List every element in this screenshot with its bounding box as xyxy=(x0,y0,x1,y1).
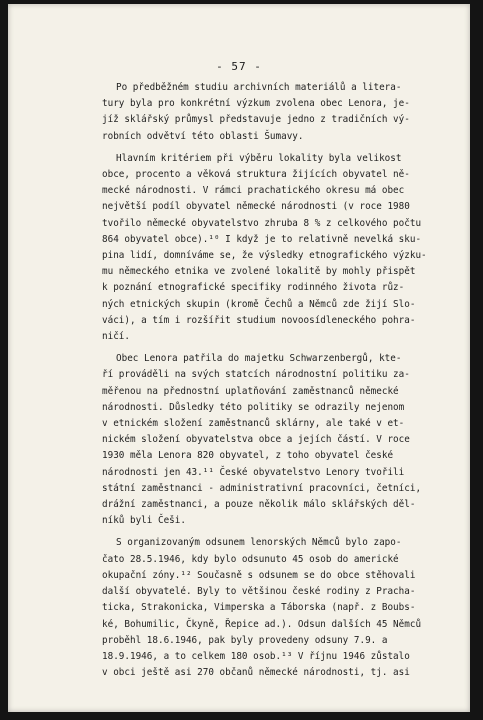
text-line: 1930 měla Lenora 820 obyvatel, z toho obyvatel české xyxy=(102,450,394,462)
document-page xyxy=(8,4,470,712)
text-line: okupační zóny.¹² Současně s odsunem se do obce stěhovali xyxy=(102,569,416,581)
text-line: 18.9.1946, a to celkem 180 osob.¹³ V říjnu 1946 zůstalo xyxy=(102,650,410,662)
body-text xyxy=(102,80,432,687)
text-line: tury byla pro konkrétní výzkum zvolena obec Lenora, je- xyxy=(102,98,410,110)
text-line: k poznání etnografické specifiky rodinného života růz- xyxy=(102,282,405,294)
text-line: mu německého etnika ve zvolené lokalitě by mohly přispět xyxy=(102,266,416,278)
text-line: ticka, Strakonicka, Vimperska a Táborska (např. z Boubs- xyxy=(102,602,416,614)
text-line: tvořilo německé obyvatelstvo zhruba 8 % z celkového počtu xyxy=(102,217,422,229)
text-line: Po předběžném studiu archivních materiálů a litera- xyxy=(116,82,402,93)
text-line: další obyvatelé. Byly to většinou české rodiny z Pracha- xyxy=(102,586,416,598)
paragraph-4 xyxy=(102,535,432,681)
text-line: Hlavním kritériem při výběru lokality byla velikost xyxy=(116,152,402,164)
paragraph-2 xyxy=(102,151,432,345)
text-line: národnosti. Důsledky této politiky se odrazily nejenom xyxy=(102,401,405,413)
text-line: obce, procento a věková struktura žijících obyvatel ně- xyxy=(102,169,410,181)
text-line: jíž sklářský průmysl představuje jedno z tradičních vý- xyxy=(102,114,410,126)
text-line: níků byli Češi. xyxy=(102,515,186,527)
text-line: Obec Lenora patřila do majetku Schwarzenbergů, kte- xyxy=(116,353,402,365)
text-line: v obci ještě asi 270 občanů německé národnosti, tj. asi xyxy=(102,667,410,679)
text-line: ké, Bohumilic, Čkyně, Řepice ad.). Odsun dalších 45 Němců xyxy=(102,618,422,630)
text-line: ří prováděli na svých statcích národnostní politiku za- xyxy=(102,369,410,381)
text-line: státní zaměstnanci - administrativní pracovníci, četníci, xyxy=(102,482,422,494)
text-line: pina lidí, domníváme se, že výsledky etnografického výzku- xyxy=(102,250,427,262)
text-line: největší podíl obyvatel německé národnosti (v roce 1980 xyxy=(102,201,410,213)
text-line: ných etnických skupin (kromě Čechů a Němců zde žijí Slo- xyxy=(102,298,416,310)
text-line: drážní zaměstnanci, a pouze několik málo sklářských děl- xyxy=(102,499,416,511)
text-line: v etnickém složení zaměstnanců sklárny, ale také v et- xyxy=(102,418,405,430)
page-number: - 57 - xyxy=(216,60,262,73)
text-line: váci), a tím i rozšířit studium novoosídleneckého pohra- xyxy=(102,314,416,326)
text-line: národnosti jen 43.¹¹ České obyvatelstvo Lenory tvořili xyxy=(102,466,405,478)
text-line: měřenou na přednostní uplatňování zaměstnanců německé xyxy=(102,385,399,397)
text-line: robních odvětví této oblasti Šumavy. xyxy=(102,130,304,142)
text-line: mecké národnosti. V rámci prachatického okresu má obec xyxy=(102,185,405,197)
paragraph-1 xyxy=(102,80,432,145)
text-line: proběhl 18.6.1946, pak byly provedeny odsuny 7.9. a xyxy=(102,634,388,646)
text-line: nickém složení obyvatelstva obce a jejích částí. V roce xyxy=(102,434,410,446)
text-line: čato 28.5.1946, kdy bylo odsunuto 45 osob do americké xyxy=(102,553,399,565)
paragraph-3 xyxy=(102,351,432,529)
text-line: ničí. xyxy=(102,331,130,343)
text-line: 864 obyvatel obce).¹⁰ I když je to relativně nevelká sku- xyxy=(102,233,422,245)
text-line: S organizovaným odsunem lenorských Němců bylo zapo- xyxy=(116,537,402,549)
